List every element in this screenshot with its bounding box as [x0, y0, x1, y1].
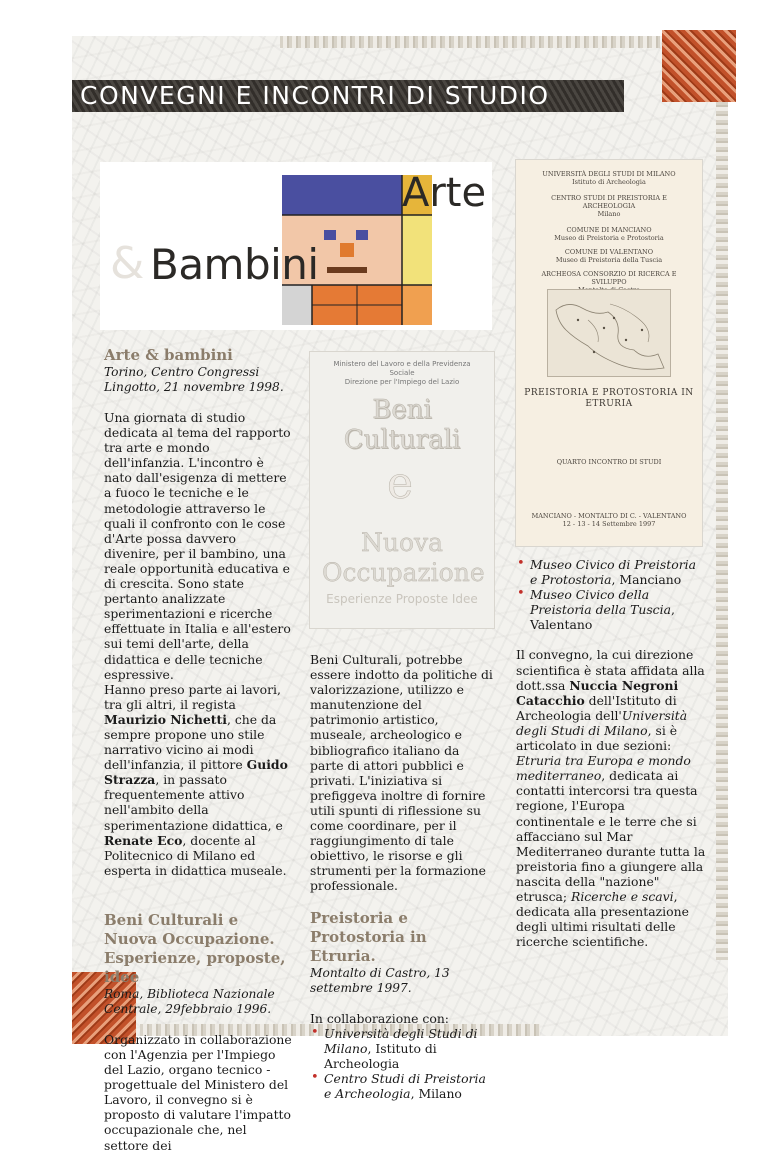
person-name: Nuccia Negroni Catacchio [516, 677, 679, 708]
brochure-beni-subtitle: Esperienze Proposte Idee [326, 592, 478, 606]
text-run: dell'Istituto di Archeologia dell' [516, 692, 677, 723]
text-run: Hanno preso parte ai lavori, tra gli altri, il regista [104, 681, 281, 712]
column-left [104, 346, 292, 1153]
brochure-prei-line: COMUNE DI VALENTANO [564, 248, 654, 256]
logo-word-bambini: Bambini [150, 240, 319, 289]
paragraph-preistoria [516, 647, 706, 949]
section-meta-preistoria: Montalto di Castro, 13 settembre 1997. [310, 965, 450, 995]
brochure-beni-header [322, 360, 482, 387]
brochure-beni-title2: Nuova Occupazione [322, 528, 485, 587]
brochure-prei-line: Montalto di Castro [577, 286, 641, 294]
text-run: , Istituto di Archeologia [324, 1040, 437, 1071]
text-run: , dedicata ai contatti intercorsi tra questa regione, l'Europa continentale e le terre che si affacciano sul Mar Mediterraneo durante tutta la preistoria fino a giungere alla nascita della "nazione" etrusca; [516, 768, 706, 904]
brochure-prei-line: Museo di Preistoria della Tuscia [555, 256, 663, 264]
brochure-prei-map [548, 290, 670, 376]
section-meta-beni-culturali: Roma, Biblioteca Nazionale Centrale, 29febbraio 1996. [104, 986, 275, 1016]
text-run: Museo Civico della Preistoria della Tuscia [530, 587, 671, 618]
section-meta-arte-bambini: Torino, Centro Congressi Lingotto, 21 novembre 1998. [104, 365, 284, 394]
brochure-prei-footer [524, 512, 694, 528]
section-title-preistoria: Preistoria e Protostoria in Etruria. [310, 908, 427, 965]
decorative-strip-top [280, 36, 660, 48]
text-run: Museo Civico di Preistoria e Protostoria [530, 557, 696, 588]
logo-word-arte: Arte [402, 170, 487, 216]
paragraph-arte-bambini-1: Una giornata di studio dedicata al tema del rapporto tra arte e mondo dell'infanzia. L'incontro è nato dall'esigenza di mettere a fuoco le tecniche e le metodologie attraverso le quali il confronto con le cose d'Arte possa davvero divenire, per il bambino, una reale opportunità educativa e di crescita. Sono state pertanto analizzate sperimentazioni e ricerche effettuate in Italia e all'estero sui temi dell'arte, della didattica e delle tecniche espressive. [104, 410, 291, 682]
logo-ampersand: & [110, 238, 145, 289]
brochure-prei-foot1: MANCIANO - MONTALTO DI C. - VALENTANO [531, 512, 687, 520]
brochure-beni-title: Beni Culturali [343, 395, 461, 455]
list-item [516, 587, 706, 632]
brochure-prei-title: PREISTORIA E PROTOSTORIA IN ETRURIA [524, 388, 694, 409]
text-run: , in passato frequentemente attivo nell'ambito della sperimentazione didattica, e [104, 772, 283, 833]
list-item [516, 557, 706, 587]
text-run: , Valentano [530, 602, 675, 633]
paragraph-beni-culturali-1: Organizzato in collaborazione con l'Agenzia per l'Impiego del Lazio, organo tecnico - progettuale del Ministero del Lavoro, il convegno si è proposto di valutare l'impatto occupazionale che, nel settore dei [104, 1031, 292, 1153]
rust-texture-top-right [662, 30, 736, 102]
page-title: CONVEGNI E INCONTRI DI STUDIO [80, 81, 550, 110]
column-right [516, 557, 706, 949]
collaboration-label: In collaborazione con: [310, 1010, 449, 1026]
brochure-prei-line: CENTRO STUDI DI PREISTORIA E ARCHEOLOGIA [551, 194, 667, 210]
text-run: , dedicata alla presentazione degli ultimi risultati delle ricerche scientifiche. [516, 888, 689, 950]
text-run: , si è articolato in due sezioni: [516, 722, 678, 754]
list-item [310, 1026, 494, 1071]
decorative-strip-right [716, 100, 728, 960]
paragraph-arte-bambini-2 [104, 682, 292, 878]
brochure-prei-line: UNIVERSITÀ DEGLI STUDI DI MILANO [542, 170, 676, 178]
section-title-arte-bambini: Arte & bambini [104, 346, 233, 364]
section-title-beni-culturali: Beni Culturali e Nuova Occupazione. Esperienze, proposte, idee [104, 910, 286, 986]
brochure-prei-line: COMUNE DI MANCIANO [566, 226, 652, 234]
text-run: , Milano [410, 1085, 462, 1101]
brochure-prei-line: Milano [597, 210, 621, 218]
column-middle [310, 652, 494, 1101]
brochure-prei-line: Istituto di Archeologia [572, 178, 646, 186]
text-run: , che da sempre propone uno stile narrativo vicino ai modi dell'infanzia, il pittore [104, 711, 277, 773]
brochure-prei-foot2: 12 - 13 - 14 Settembre 1997 [562, 520, 656, 528]
collaborators-list-continued [516, 557, 706, 632]
text-run: , docente al Politecnico di Milano ed esperta in didattica museale. [104, 832, 287, 878]
collaborators-list [310, 1026, 494, 1101]
text-run: Università degli Studi di Milano [516, 707, 688, 738]
text-run: Etruria tra Europa e mondo mediterraneo [516, 753, 691, 784]
list-item [310, 1071, 494, 1101]
text-run: Università degli Studi di Milano [324, 1025, 478, 1056]
brochure-beni-e: e [386, 458, 414, 509]
text-run: Centro Studi di Preistoria e Archeologia [324, 1070, 486, 1101]
brochure-prei-line: Museo di Preistoria e Protostoria [554, 234, 664, 242]
brochure-prei-line: ARCHEOSA CONSORZIO DI RICERCA E SVILUPPO [541, 270, 677, 286]
brochure-prei-header [524, 170, 694, 294]
paragraph-beni-culturali-2: Beni Culturali, potrebbe essere indotto da politiche di valorizzazione, utilizzo e manutenzione del patrimonio artistico, museale, archeologico e bibliografico italiano da parte di attori pubblici e privati. L'iniziativa si prefiggeva inoltre di fornire utili spunti di riflessione su come coordinare, per il raggiungimento di tale obiettivo, le risorse e gli strumenti per la formazione professionale. [310, 652, 493, 894]
brochure-beni-line2: Direzione per l'Impiego del Lazio [344, 378, 460, 386]
person-name: Maurizio Nichetti [104, 711, 227, 727]
text-run: , Manciano [611, 572, 682, 588]
person-name: Guido Strazza [104, 757, 288, 788]
brochure-prei-sub: QUARTO INCONTRO DI STUDI [556, 458, 662, 466]
person-name: Renate Eco [104, 832, 183, 848]
text-run: Il convegno, la cui direzione scientifica è stata affidata alla dott.ssa [516, 647, 705, 693]
brochure-beni-line1: Ministero del Lavoro e della Previdenza Sociale [333, 360, 471, 377]
text-run: Ricerche e scavi [571, 888, 674, 904]
